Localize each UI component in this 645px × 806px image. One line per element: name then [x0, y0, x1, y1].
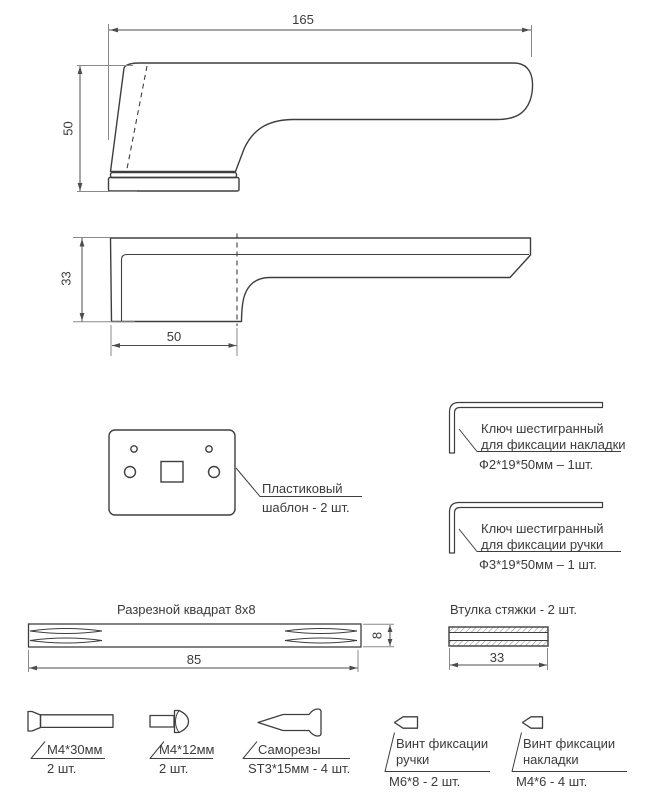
dim-label-spindle-85: 85 — [186, 652, 202, 667]
bolt-30-label-line2: 2 шт. — [47, 761, 77, 776]
hex-key-plate-label-line2: для фиксации накладки — [481, 437, 626, 452]
spindle-slot-left-top — [30, 629, 102, 634]
handle-plan-view-drawing — [111, 234, 531, 327]
spindle-title: Разрезной квадрат 8x8 — [117, 602, 256, 617]
screw-icon — [258, 709, 321, 736]
set-screw-handle-label-line2: ручки — [396, 752, 430, 767]
dim-label-plan-33: 33 — [58, 271, 74, 286]
bushing-hatch-top — [449, 627, 548, 633]
screws-label-line2: ST3*15мм - 4 шт. — [248, 761, 351, 776]
bushing-hatch-bottom — [449, 641, 548, 647]
set-screw-handle-icon — [395, 717, 418, 728]
plan-inner-edge — [122, 255, 530, 322]
template-hole-small-left — [131, 446, 137, 452]
hex-key-plate-spec: Ф2*19*50мм – 1шт. — [479, 457, 594, 472]
set-screw-plate-label-line2: накладки — [523, 752, 579, 767]
bolt-30-label-line1: М4*30мм — [47, 742, 103, 757]
set-screw-plate-label-line1: Винт фиксации — [523, 736, 616, 751]
bolt-12-head-arc — [176, 711, 180, 733]
template-plate — [109, 430, 235, 515]
bushing-drawing — [449, 627, 548, 646]
hex-key-plate-label-line1: Ключ шестигранный — [481, 421, 604, 436]
plan-outline — [111, 238, 531, 322]
spindle-slot-right-top — [285, 629, 357, 634]
bolt-30-icon — [28, 712, 41, 732]
screws-label-line1: Саморезы — [258, 742, 321, 757]
handle-base-strip — [111, 173, 237, 178]
dim-label-height-50: 50 — [60, 121, 76, 136]
bolt-12-shaft — [150, 716, 174, 728]
spindle-bar — [29, 624, 362, 647]
dim-label-bushing-33: 33 — [489, 650, 505, 665]
spindle-drawing — [29, 624, 362, 647]
bushing-title: Втулка стяжки - 2 шт. — [450, 602, 578, 617]
set-screw-handle-label-line1: Винт фиксации — [396, 736, 489, 751]
rosette-side — [109, 178, 240, 192]
template-label-line2: шаблон - 2 шт. — [262, 500, 350, 515]
handle-neck-dashed-line — [127, 66, 148, 172]
spindle-slot-right-bottom — [285, 638, 357, 643]
handle-outline — [111, 63, 533, 172]
handle-side-view-drawing — [109, 63, 533, 191]
set-screw-plate-icon — [523, 717, 543, 728]
template-label-line1: Пластиковый — [262, 481, 343, 496]
dim-label-length-165: 165 — [292, 12, 314, 27]
hex-key-handle-label-line2: для фиксации ручки — [481, 537, 604, 552]
hex-key-handle-spec: Ф3*19*50мм – 1 шт. — [479, 557, 597, 572]
hex-key-handle-label-line1: Ключ шестигранный — [481, 521, 604, 536]
template-square-hole — [161, 462, 183, 483]
template-hole-small-right — [206, 446, 212, 452]
dim-label-rosette-50: 50 — [166, 329, 182, 344]
bolt-12-label-line2: 2 шт. — [159, 761, 189, 776]
template-hole-big-left — [125, 467, 136, 478]
bolt-12-label-line1: М4*12мм — [159, 742, 215, 757]
spindle-slot-left-bottom — [30, 638, 102, 643]
template-hole-big-right — [209, 467, 220, 478]
side-view-dimensions — [77, 24, 532, 192]
bolt-30-shaft — [41, 715, 114, 728]
set-screw-plate-label-line3: М4*6 - 4 шт. — [516, 774, 588, 789]
dim-label-spindle-8: 8 — [369, 631, 385, 640]
set-screw-handle-label-line3: М6*8 - 2 шт. — [389, 774, 461, 789]
